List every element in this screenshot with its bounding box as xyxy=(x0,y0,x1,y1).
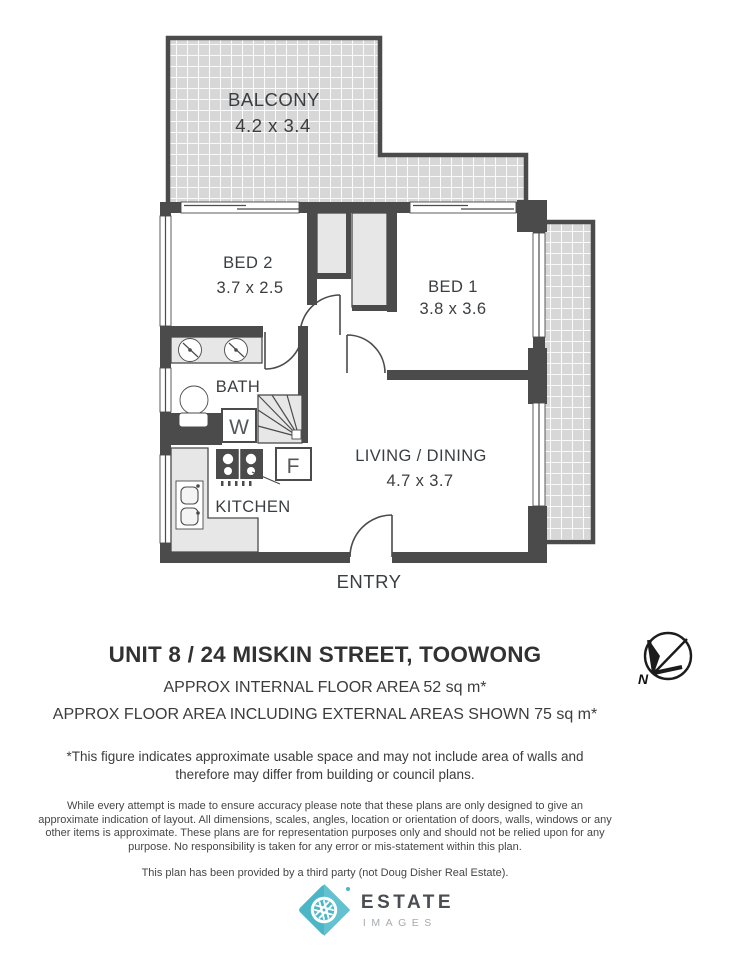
third-party-note: This plan has been provided by a third party (not Doug Disher Real Estate). xyxy=(141,867,509,879)
cooktop xyxy=(216,449,263,486)
balcony-label: BALCONY xyxy=(228,89,320,110)
balcony-dims: 4.2 x 3.4 xyxy=(235,115,311,136)
address-title: UNIT 8 / 24 MISKIN STREET, TOOWONG xyxy=(108,642,542,667)
logo-text xyxy=(361,892,454,929)
entry-opening xyxy=(350,550,392,565)
shower xyxy=(258,395,302,443)
living-label: LIVING / DINING xyxy=(355,447,487,465)
plan-details xyxy=(0,642,650,879)
toilet xyxy=(179,386,208,427)
bed1-dims: 3.8 x 3.6 xyxy=(419,300,487,318)
bed2-dims: 3.7 x 2.5 xyxy=(216,279,284,297)
bed1-label: BED 1 xyxy=(428,278,478,296)
camera-aperture-icon xyxy=(296,882,352,938)
washer-label: W xyxy=(229,416,249,439)
vanity-basins xyxy=(171,337,262,363)
kitchen-sink xyxy=(176,481,203,529)
living-dims: 4.7 x 3.7 xyxy=(386,472,454,490)
washing-machine xyxy=(222,409,256,442)
total-area-line: APPROX FLOOR AREA INCLUDING EXTERNAL AREAS SHOWN 75 sq m* xyxy=(52,706,598,723)
internal-area-line: APPROX INTERNAL FLOOR AREA 52 sq m* xyxy=(163,679,487,696)
fridge-label: F xyxy=(286,455,300,478)
figure-note: *This figure indicates approximate usable space and may not include area of walls and therefore may differ from building or council plans. xyxy=(66,749,584,782)
logo-name: ESTATE xyxy=(360,891,455,913)
disclaimer-text: While every attempt is made to ensure accuracy please note that these plans are only designed to give an approximate indication of layout. All dimensions, scales, angles, location or orientation of doors, walls, windows or any other items is approximate. These plans are for representation purposes only and should not be relied upon for any purpose. No responsibility is taken for any error or mis-statement within this plan. xyxy=(38,800,612,853)
top-balcony-area xyxy=(168,38,526,208)
bath-label: BATH xyxy=(215,378,261,396)
north-label: N xyxy=(638,671,649,687)
entry-label: ENTRY xyxy=(336,571,402,592)
estate-images-logo xyxy=(0,882,750,938)
bed2-label: BED 2 xyxy=(223,254,273,272)
logo-subtitle: IMAGES xyxy=(362,916,437,929)
kitchen-label: KITCHEN xyxy=(215,498,291,516)
